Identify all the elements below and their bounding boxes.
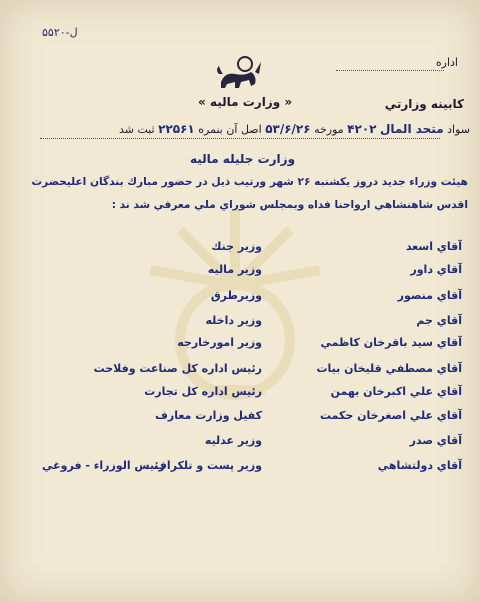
circular-label: متحد المال (379, 122, 444, 136)
minister-post: وزير عدليه (204, 434, 262, 447)
minister-name: آقاي دولتشاهي (377, 459, 462, 472)
prime-minister-signature: رئيس الوزراء - فروغي (42, 459, 165, 472)
circular-number: ۴۲۰۲ (347, 122, 377, 136)
record-date: ۵۳/۶/۲۶ (265, 122, 311, 136)
minister-post: وزير امورخارجه (177, 336, 262, 349)
record-line (119, 122, 470, 136)
minister-name: آقاي جم (416, 314, 462, 327)
minister-name: آقاي صدر (409, 434, 462, 447)
minister-name: آقاي علي اصغرخان حكمت (319, 409, 462, 422)
minister-post: كفيل وزارت معارف (155, 409, 262, 422)
ministry-title: « وزارت ماليه » (198, 95, 293, 109)
body-line-1: هيئت وزراء جديد دروز يكشنبه ۲۶ شهر ورتيب ذيل در حضور مبارك بندگان اعليحضرت (31, 176, 468, 188)
minister-name: آقاي سيد باقرخان كاظمي (320, 336, 462, 349)
minister-name: آقاي اسعد (405, 240, 462, 253)
minister-post: وزير جنك (211, 240, 262, 253)
copy-label: سواد (447, 123, 470, 136)
reference-number: ل-۵۵۲۰ (42, 26, 78, 39)
minister-post: وزيرطرق (210, 289, 262, 302)
lion-and-sun-emblem-icon (215, 52, 263, 92)
minister-post: وزير پست و تلكراف (154, 459, 262, 472)
minister-name: آقاي علي اكبرخان بهمن (330, 385, 462, 398)
minister-name: آقاي منصور (397, 289, 462, 302)
minister-post: وزير داخله (205, 314, 262, 327)
body-line-2: اقدس شاهنشاهي ارواحنا فداه وبمجلس شوراي ملي معرفي شد ند : (111, 199, 468, 211)
registered-label: ثبت شد (118, 123, 155, 136)
minister-name: آقاي داور (410, 263, 462, 276)
office-dotted-line (336, 70, 444, 71)
original-number: ۲۲۵۶۱ (158, 122, 195, 136)
addressee: وزارت جليله ماليه (190, 152, 296, 166)
minister-post: وزير ماليه (207, 263, 262, 276)
minister-name: آقاي مصطفي قليخان بيات (316, 362, 462, 375)
original-label: اصل آن بنمره (198, 123, 262, 136)
dated-label: مورخه (314, 123, 344, 136)
minister-post: رئيس اداره كل تجارت (144, 385, 262, 398)
cabinet-label: كابينه وزارتي (384, 97, 464, 111)
office-label: اداره (435, 56, 458, 69)
record-dotted-line (40, 138, 440, 139)
minister-post: رئيس اداره كل صناعت وفلاحت (93, 362, 262, 375)
